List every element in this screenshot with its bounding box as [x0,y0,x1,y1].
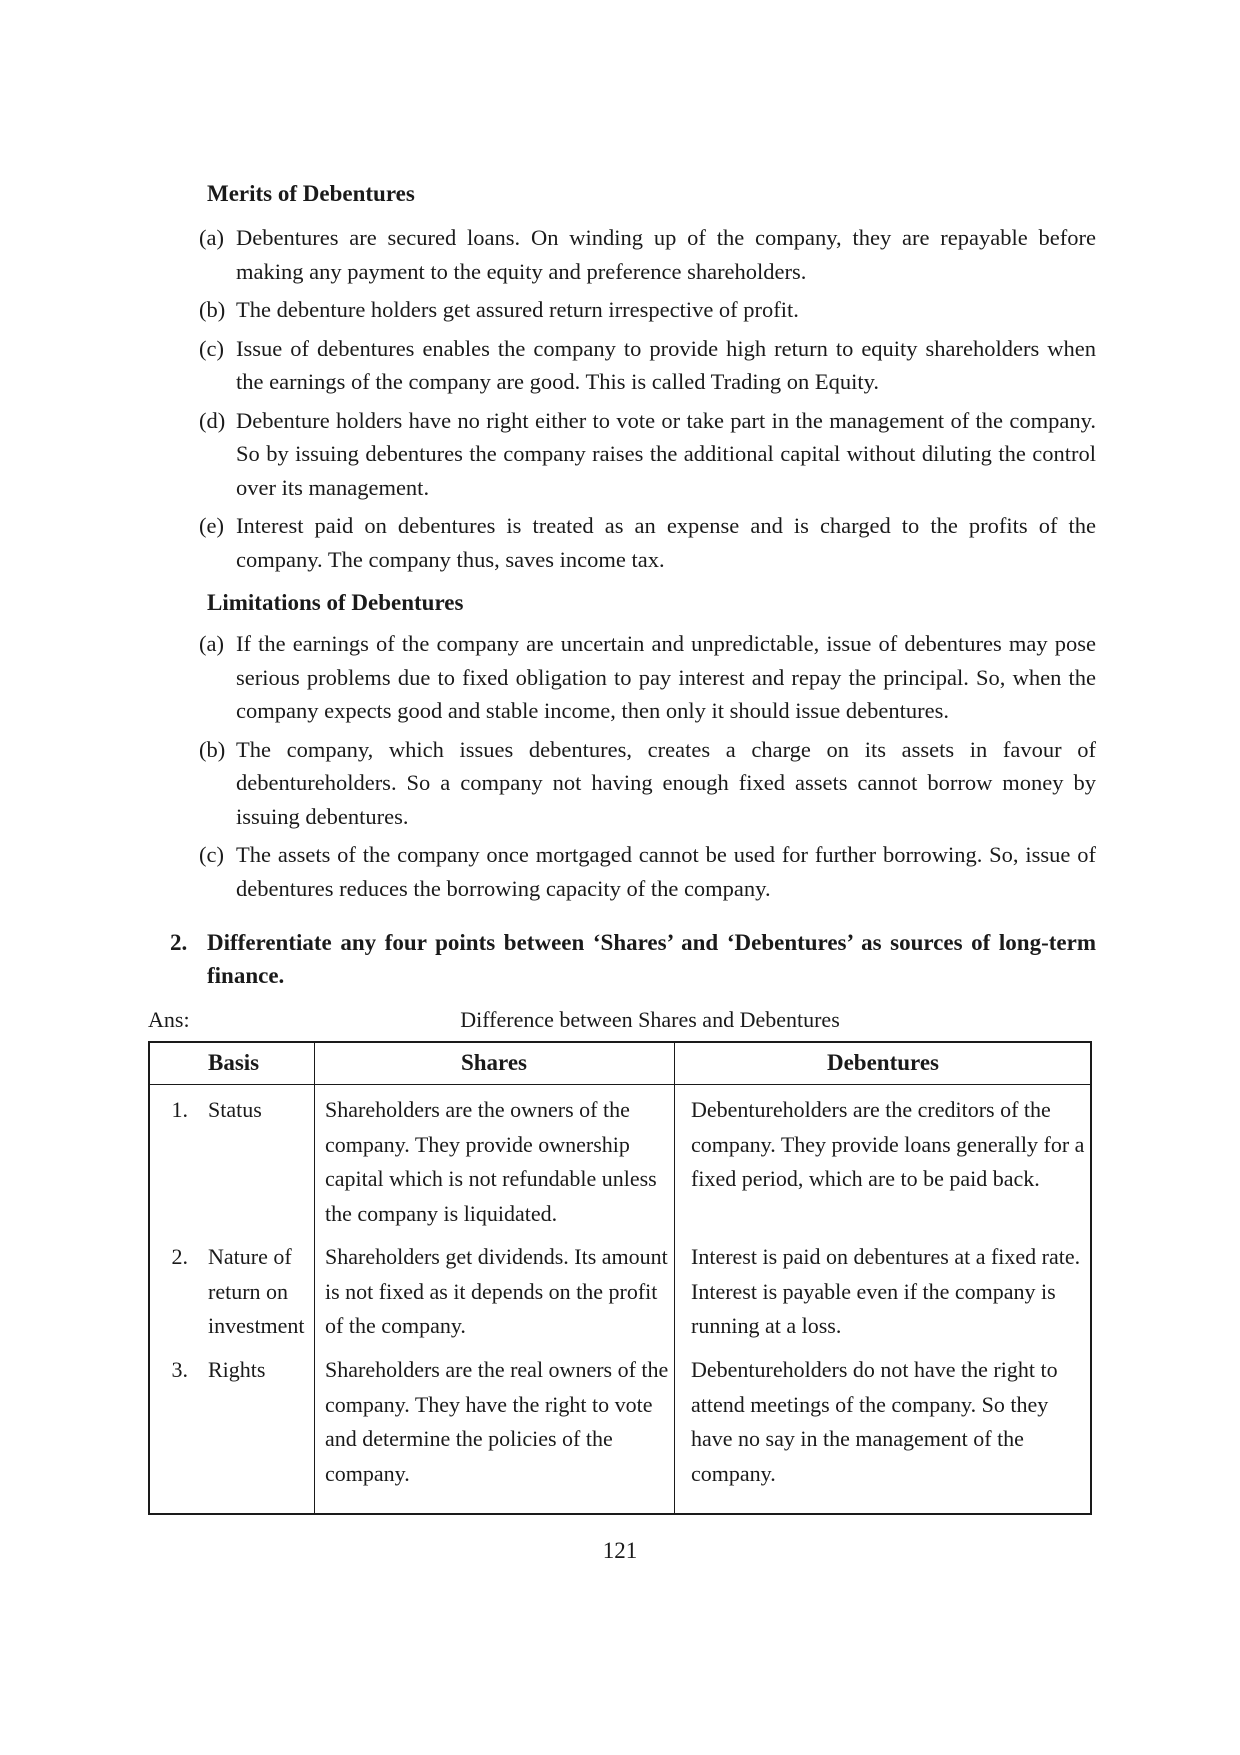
row-shares: Shareholders are the real owners of the company. They have the right to vote and determine the policies of the company. [325,1357,669,1486]
header-debentures: Debentures [826,1050,939,1075]
question-2 [170,926,1096,992]
row-debentures: Interest is paid on debentures at a fixed rate. Interest is payable even if the company is running at a loss. [691,1244,1081,1338]
row-basis: Status [208,1097,262,1122]
header-divider [150,1084,1090,1085]
list-item: (e) Interest paid on debentures is treated as an expense and is charged to the profits of the company. The company thus, saves income tax. [199,513,1096,572]
list-item: (a) If the earnings of the company are uncertain and unpredictable, issue of debentures may pose serious problems due to fixed obligation to pay interest and repay the principal. So, when the company expects good and stable income, then only it should issue debentures. [199,631,1096,723]
question-number: 2. [170,930,188,955]
merits-list [199,221,1096,581]
list-item: (b) The company, which issues debentures, creates a charge on its assets in favour of debentureholders. So a company not having enough fixed assets cannot borrow money by issuing debentures. [199,736,1096,829]
limitations-list [199,627,1096,910]
list-item: (c) The assets of the company once mortgaged cannot be used for further borrowing. So, issue of debentures reduces the borrowing capacity of the company. [199,842,1096,901]
list-item: (c) Issue of debentures enables the company to provide high return to equity shareholders when the earnings of the company are good. This is called Trading on Equity. [199,335,1096,394]
row-number: 1. [171,1097,188,1122]
row-debentures: Debentureholders do not have the right to attend meetings of the company. So they have no say in the management of the company. [691,1357,1058,1486]
limitations-heading: Limitations of Debentures [207,590,464,615]
answer-label: Ans: [148,1007,190,1032]
row-number: 3. [171,1357,188,1382]
row-shares: Shareholders are the owners of the company. They provide ownership capital which is not refundable unless the company is liquidated. [325,1097,657,1226]
list-item: (a) Debentures are secured loans. On winding up of the company, they are repayable before making any payment to the equity and preference shareholders. [199,225,1096,284]
column-divider [314,1043,315,1513]
merits-heading: Merits of Debentures [207,181,415,206]
table-caption: Difference between Shares and Debentures [460,1007,840,1032]
comparison-table [148,1041,1092,1515]
list-item: (b) The debenture holders get assured return irrespective of profit. [199,297,799,322]
question-text: Differentiate any four points between ‘Shares’ and ‘Debentures’ as sources of long-term finance. [207,930,1096,988]
header-basis: Basis [208,1050,260,1075]
row-shares: Shareholders get dividends. Its amount is not fixed as it depends on the profit of the company. [325,1244,668,1338]
row-number: 2. [171,1244,188,1269]
page-number: 121 [602,1538,638,1563]
column-divider [674,1043,675,1513]
header-shares: Shares [460,1050,528,1075]
row-basis: Rights [208,1357,266,1382]
row-debentures: Debentureholders are the creditors of the company. They provide loans generally for a fixed period, which are to be paid back. [691,1097,1085,1191]
list-item: (d) Debenture holders have no right either to vote or take part in the management of the company. So by issuing debentures the company raises the additional capital without diluting the control over its management. [199,407,1096,500]
row-basis: Nature of return on investment [208,1244,305,1338]
